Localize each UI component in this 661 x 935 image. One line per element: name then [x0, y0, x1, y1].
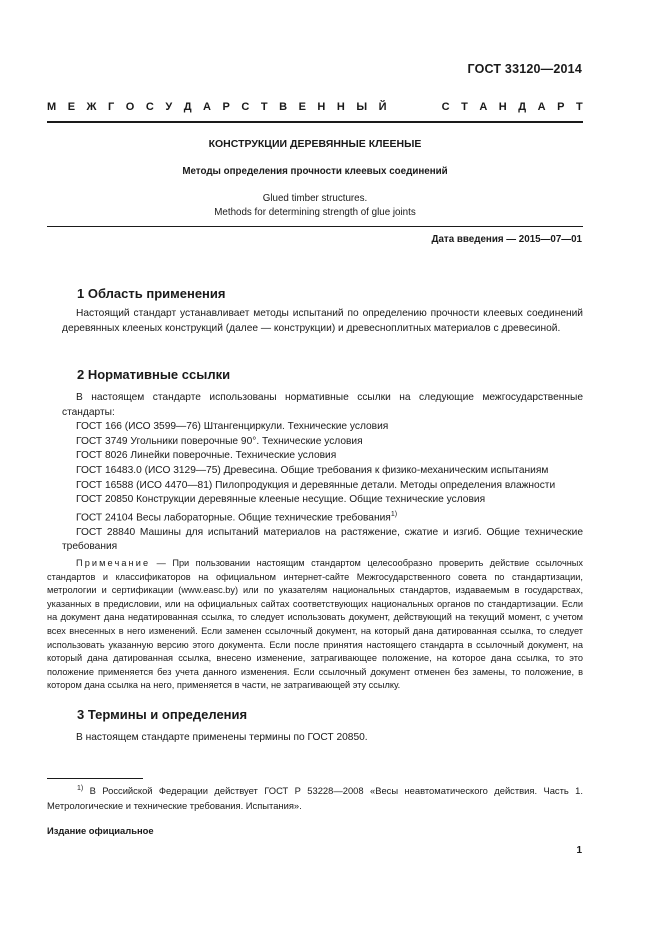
document-subtitle: Методы определения прочности клеевых соединений [182, 166, 448, 177]
banner-letter: С [145, 101, 154, 113]
title-rule [47, 226, 583, 227]
note-label: Примечание [76, 558, 151, 568]
note-paragraph [47, 557, 583, 693]
banner-letter: Н [336, 101, 345, 113]
banner-letter: С [241, 101, 250, 113]
ref-gost-3749: ГОСТ 3749 Угольники поверочные 90°. Технические условия [76, 435, 363, 447]
ref-gost-16588: ГОСТ 16588 (ИСО 4470—81) Пилопродукция и деревянные детали. Методы определения влажности [76, 479, 556, 491]
footnote-text: В Российской Федерации действует ГОСТ Р 53228—2008 «Весы неавтоматического действия. Часть 1. Метрологические и технические требования. Испытания». [47, 785, 583, 811]
banner-letter: Р [222, 101, 230, 113]
section-1-text: Настоящий стандарт устанавливает методы испытаний по определению прочности клеевых соединений деревянных клееных конструкций (далее — конструкции) и древесноплитных материалов с древесиной. [62, 308, 583, 334]
section-3-body [62, 731, 583, 746]
section-2-intro: В настоящем стандарте использованы нормативные ссылки на следующие межгосударственные стандарты: [62, 392, 583, 418]
banner-letter: Е [298, 101, 306, 113]
banner-letter: Д [183, 101, 192, 113]
introduction-date: Дата введения — 2015—07—01 [431, 234, 582, 245]
note-block [47, 557, 583, 693]
official-edition-label: Издание официальное [47, 825, 154, 836]
document-title: КОНСТРУКЦИИ ДЕРЕВЯННЫЕ КЛЕЕНЫЕ [208, 138, 422, 150]
english-title-line-2: Methods for determining strength of glue joints [214, 206, 416, 218]
banner-letter: Г [108, 101, 115, 113]
footnote-rule [47, 778, 143, 779]
ref-gost-28840: ГОСТ 28840 Машины для испытаний материалов на растяжение, сжатие и изгиб. Общие технические требования [62, 526, 583, 553]
banner-letter: Т [260, 101, 268, 113]
footnote-paragraph [47, 782, 583, 813]
document-id: ГОСТ 33120—2014 [467, 62, 582, 76]
banner-letter: У [165, 101, 173, 113]
footnote-marker: 1) [390, 510, 398, 518]
banner-letter: Д [518, 101, 527, 113]
ref-gost-8026: ГОСТ 8026 Линейки поверочные. Технические условия [76, 450, 337, 462]
page-number: 1 [576, 845, 582, 856]
banner-letter: Т [575, 101, 583, 113]
standard-banner [47, 100, 583, 114]
note-text: — При пользовании настоящим стандартом целесообразно проверить действие ссылочных стандартов и классификаторов на официальном интернет-сайте Межгосударственного совета по стандартизации, метрологии и сертификации (www.easc.by) или по указателям национальных стандартов, издаваемым в государствах, указанных в предисловии, или на официальных сайтах соответствующих национальных органов по стандартизации. Если на документ дана недатированная ссылка, то следует использовать документ, действующий на текущий момент, с учетом всех внесенных в него изменений. Если заменен ссылочный документ, на который дана датированная ссылка, то следует использовать указанную версию этого документа. Если после принятия настоящего стандарта в ссылочный документ, на который дана датированная ссылка, внесено изменение, затрагивающее положение, на которое дана ссылка, то это положение применяется без учета данного изменения. Если ссылочный документ отменен без замены, то положение, в котором дана ссылка на него, применяется в части, не затрагивающей эту ссылку. [47, 558, 583, 691]
section-2-body [62, 391, 583, 555]
banner-letter: А [537, 101, 546, 113]
banner-letter: Р [557, 101, 565, 113]
banner-letter: М [47, 101, 57, 113]
section-1-body [62, 307, 583, 336]
ref-gost-24104 [62, 508, 583, 526]
banner-letter: Н [317, 101, 326, 113]
banner-letter: Т [461, 101, 468, 113]
footnote [47, 782, 583, 813]
section-2-heading: 2 Нормативные ссылки [77, 367, 231, 382]
banner-letter: Ы [356, 101, 368, 113]
banner-letter: Н [498, 101, 507, 113]
section-1-heading: 1 Область применения [77, 286, 226, 301]
banner-letter: О [125, 101, 135, 113]
banner-letter: А [203, 101, 211, 113]
banner-letter: Й [378, 101, 387, 113]
banner-letter: С [441, 101, 450, 113]
section-3-text: В настоящем стандарте применены термины по ГОСТ 20850. [76, 732, 368, 743]
english-title-line-1: Glued timber structures. [262, 193, 368, 204]
footnote-mark: 1) [77, 785, 84, 792]
english-title [47, 192, 583, 219]
banner-letter: Е [67, 101, 76, 113]
banner-letter: А [479, 101, 488, 113]
header-rule [47, 121, 583, 123]
section-3-heading: 3 Термины и определения [77, 707, 248, 722]
ref-gost-166: ГОСТ 166 (ИСО 3599—76) Штангенциркули. Технические условия [76, 421, 389, 433]
ref-gost-16483: ГОСТ 16483.0 (ИСО 3129—75) Древесина. Общие требования к физико-механическим испытаниям [76, 464, 549, 476]
banner-letter: Ж [86, 101, 97, 113]
banner-letter: В [279, 101, 288, 113]
ref-gost-24104-text: ГОСТ 24104 Весы лабораторные. Общие технические требования [76, 512, 391, 524]
ref-gost-20850: ГОСТ 20850 Конструкции деревянные клееные несущие. Общие технические условия [76, 494, 486, 506]
